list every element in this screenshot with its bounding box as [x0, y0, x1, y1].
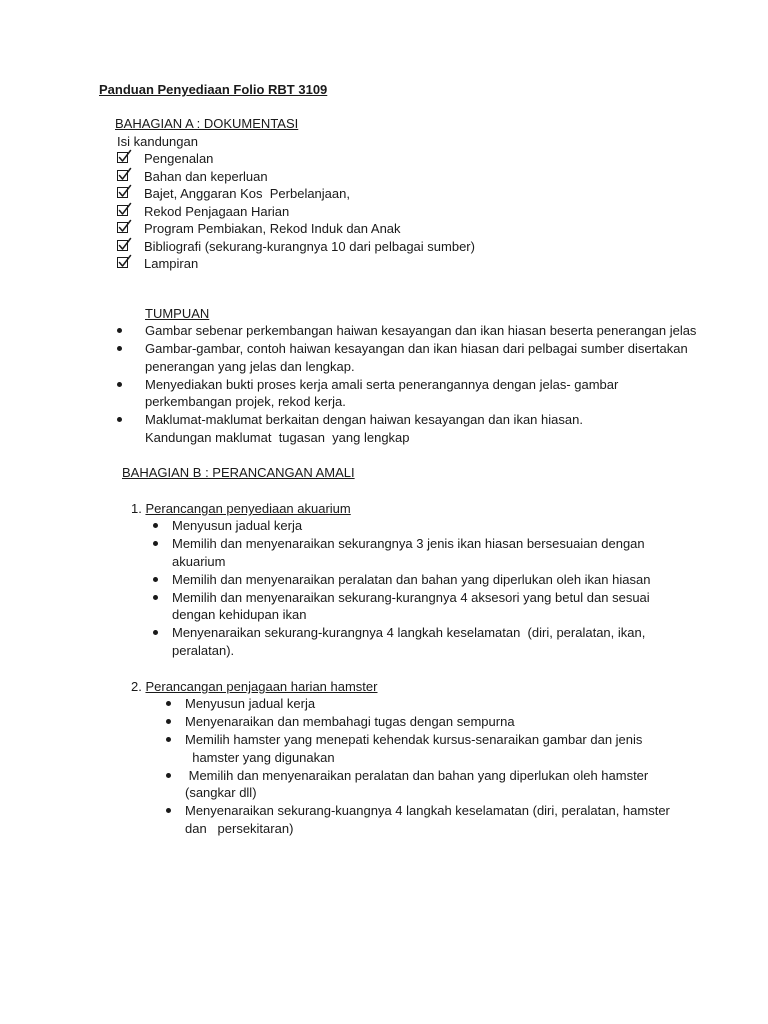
part-2-title: Perancangan penjagaan harian hamster: [145, 679, 378, 694]
checklist-item-label: Rekod Penjagaan Harian: [144, 203, 290, 219]
list-item-text: Memilih dan menyenaraikan sekurang-kurangnya 4 aksesori yang betul dan sesuai: [172, 589, 650, 605]
list-item-text: Memilih hamster yang menepati kehendak kursus-senaraikan gambar dan jenis: [185, 732, 643, 747]
part-1-number: 1.: [131, 501, 142, 516]
checklist-item: [115, 238, 755, 256]
list-item-text-continued: akuarium: [172, 553, 226, 569]
part-2-item: [161, 731, 751, 766]
bullet-icon: [153, 523, 158, 528]
tumpuan-heading: TUMPUAN: [145, 306, 210, 321]
list-item-text: Menyediakan bukti proses kerja amali serta penerangannya dengan jelas- gambar: [145, 376, 619, 392]
list-item-text: Menyenaraikan sekurang-kurangnya 4 langkah keselamatan (diri, peralatan, ikan,: [172, 625, 646, 640]
contents-checklist: [115, 150, 755, 273]
bullet-icon: [153, 595, 158, 600]
list-item-text: Menyenaraikan sekurang-kuangnya 4 langkah keselamatan (diri, peralatan, hamster: [185, 803, 670, 818]
tumpuan-item: [116, 376, 756, 411]
checkbox-checked-icon: [117, 222, 128, 233]
bullet-icon: [153, 541, 158, 546]
part-1-item: [148, 624, 748, 659]
list-item-text-continued: perkembangan projek, rekod kerja.: [145, 394, 346, 409]
list-item-text-continued: Kandungan maklumat tugasan yang lengkap: [145, 429, 410, 445]
part-2-item: [161, 767, 751, 802]
list-item-text-continued: hamster yang digunakan: [185, 749, 335, 765]
checkbox-checked-icon: [117, 187, 128, 198]
bullet-icon: [153, 630, 158, 635]
bullet-icon: [117, 382, 122, 387]
checklist-item: [115, 185, 755, 203]
part-2-list: [161, 695, 751, 838]
checkbox-checked-icon: [117, 257, 128, 268]
bullet-icon: [166, 701, 171, 706]
list-item-text: Gambar-gambar, contoh haiwan kesayangan dan ikan hiasan dari pelbagai sumber disertakan: [145, 341, 688, 356]
bullet-icon: [166, 808, 171, 813]
checkbox-checked-icon: [117, 240, 128, 251]
checklist-item: [115, 150, 755, 168]
part-1-item: [148, 517, 748, 535]
list-item-text: Menyenaraikan dan membahagi tugas dengan sempurna: [185, 714, 515, 729]
bullet-icon: [166, 737, 171, 742]
part-2-item: [161, 713, 751, 731]
list-item-text-continued: peralatan).: [172, 642, 235, 658]
checklist-item-label: Lampiran: [144, 256, 199, 271]
list-item-text: Memilih dan menyenaraikan sekurangnya 3 jenis ikan hiasan bersesuaian dengan: [172, 536, 645, 551]
part-1-list: [148, 517, 748, 660]
part-2-number: 2.: [131, 679, 142, 694]
part-2-item: [161, 802, 751, 837]
checklist-item-label: Program Pembiakan, Rekod Induk dan Anak: [144, 221, 401, 236]
checkbox-checked-icon: [117, 205, 128, 216]
checklist-item: [115, 203, 755, 221]
tumpuan-list: [116, 322, 756, 447]
checklist-item-label: Bajet, Anggaran Kos Perbelanjaan,: [144, 186, 350, 201]
checklist-item: [115, 168, 755, 186]
list-item-text: Menyusun jadual kerja: [185, 696, 316, 711]
checklist-item: [115, 255, 755, 273]
bullet-icon: [117, 417, 122, 422]
tumpuan-item: [116, 411, 756, 446]
list-item-text: Memilih dan menyenaraikan peralatan dan bahan yang diperlukan oleh ikan hiasan: [172, 571, 651, 587]
part-1-title: Perancangan penyediaan akuarium: [145, 501, 351, 516]
part-1-item: [148, 589, 748, 624]
list-item-text-continued: penerangan yang jelas dan lengkap.: [145, 358, 355, 374]
list-item-text-continued: (sangkar dll): [185, 785, 257, 800]
list-item-text: Gambar sebenar perkembangan haiwan kesayangan dan ikan hiasan beserta penerangan jelas: [145, 323, 697, 338]
part-2-heading: [131, 678, 377, 696]
list-item-text-continued: dan persekitaran): [185, 820, 294, 836]
tumpuan-item: [116, 322, 756, 340]
checkbox-checked-icon: [117, 152, 128, 163]
tumpuan-item: [116, 340, 756, 375]
list-item-text: Menyusun jadual kerja: [172, 518, 303, 533]
contents-label: Isi kandungan: [117, 133, 198, 149]
document-title: Panduan Penyediaan Folio RBT 3109: [99, 82, 328, 97]
list-item-text: Memilih dan menyenaraikan peralatan dan bahan yang diperlukan oleh hamster: [185, 767, 649, 783]
bullet-icon: [153, 577, 158, 582]
checklist-item-label: Bahan dan keperluan: [144, 168, 268, 184]
part-1-heading: [131, 500, 351, 518]
bullet-icon: [166, 773, 171, 778]
bullet-icon: [166, 719, 171, 724]
section-a-heading: BAHAGIAN A : DOKUMENTASI: [115, 116, 299, 131]
part-1-item: [148, 571, 748, 589]
section-a: [115, 115, 755, 273]
checklist-item-label: Bibliografi (sekurang-kurangnya 10 dari pelbagai sumber): [144, 238, 475, 254]
bullet-icon: [117, 328, 122, 333]
list-item-text: Maklumat-maklumat berkaitan dengan haiwan kesayangan dan ikan hiasan.: [145, 412, 583, 427]
list-item-text-continued: dengan kehidupan ikan: [172, 607, 307, 622]
part-2-item: [161, 695, 751, 713]
bullet-icon: [117, 346, 122, 351]
part-1-item: [148, 535, 748, 570]
section-b-heading: BAHAGIAN B : PERANCANGAN AMALI: [122, 465, 355, 480]
checklist-item: [115, 220, 755, 238]
checklist-item-label: Pengenalan: [144, 151, 214, 166]
checkbox-checked-icon: [117, 170, 128, 181]
